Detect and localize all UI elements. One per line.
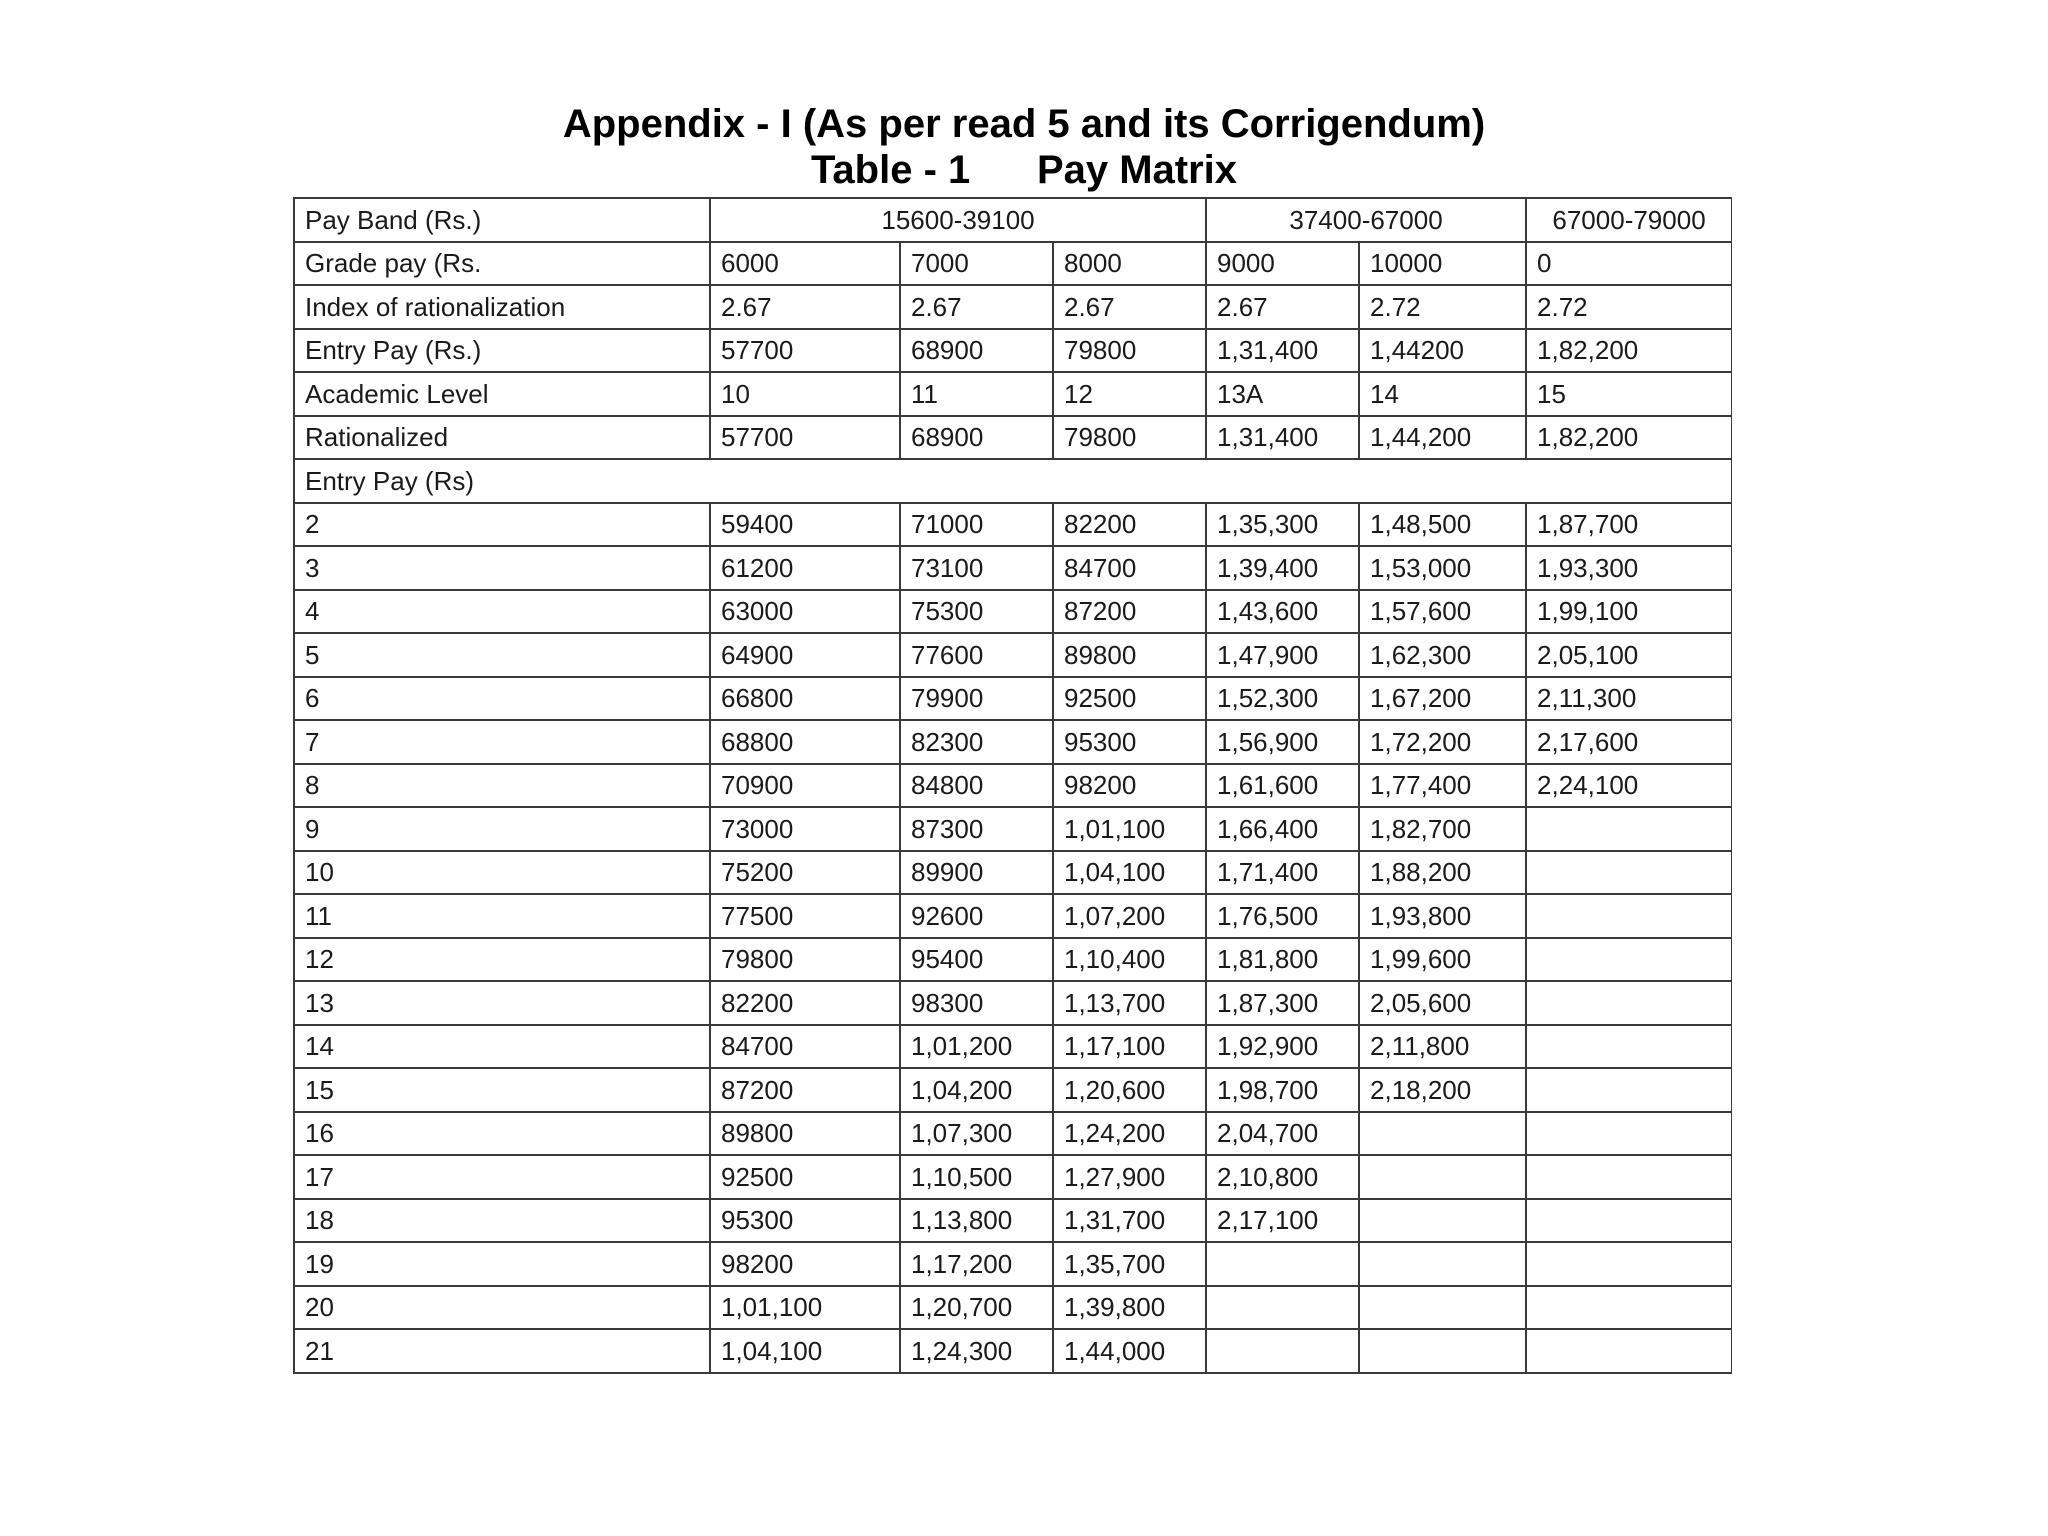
- table-row: [294, 329, 1732, 373]
- pay-band-row: [294, 198, 1732, 242]
- table-cell: [1206, 1286, 1359, 1330]
- table-cell: 1,81,800: [1206, 938, 1359, 982]
- table-cell: 1,53,000: [1359, 546, 1526, 590]
- table-cell: 1,17,100: [1053, 1025, 1206, 1069]
- pay-band-2: 37400-67000: [1206, 198, 1526, 242]
- table-row: [294, 285, 1732, 329]
- table-cell: [1359, 1286, 1526, 1330]
- row-label-cell: Grade pay (Rs.: [294, 242, 710, 286]
- table-cell: [1359, 1329, 1526, 1373]
- matrix-row: [294, 1286, 1732, 1330]
- table-cell: 1,35,300: [1206, 503, 1359, 547]
- table-cell: 1,66,400: [1206, 807, 1359, 851]
- table-cell: 1,44,000: [1053, 1329, 1206, 1373]
- table-cell: 1,31,400: [1206, 416, 1359, 460]
- table-row: [294, 372, 1732, 416]
- table-cell: 1,93,800: [1359, 894, 1526, 938]
- matrix-row: [294, 546, 1732, 590]
- table-cell: 87200: [710, 1068, 900, 1112]
- table-cell: 6000: [710, 242, 900, 286]
- table-cell: 14: [1359, 372, 1526, 416]
- row-label-cell: 15: [294, 1068, 710, 1112]
- table-cell: 13A: [1206, 372, 1359, 416]
- matrix-row: [294, 981, 1732, 1025]
- table-cell: 1,48,500: [1359, 503, 1526, 547]
- table-cell: 15: [1526, 372, 1732, 416]
- table-cell: 1,57,600: [1359, 590, 1526, 634]
- table-cell: 1,82,700: [1359, 807, 1526, 851]
- table-cell: [1359, 1112, 1526, 1156]
- table-cell: 1,87,300: [1206, 981, 1359, 1025]
- table-cell: 9000: [1206, 242, 1359, 286]
- table-cell: 84700: [710, 1025, 900, 1069]
- matrix-row: [294, 1112, 1732, 1156]
- table-cell: 57700: [710, 416, 900, 460]
- table-cell: 79900: [900, 677, 1053, 721]
- row-label-cell: Entry Pay (Rs.): [294, 329, 710, 373]
- entry-pay-section-row: [294, 459, 1732, 503]
- matrix-row: [294, 851, 1732, 895]
- table-cell: 1,92,900: [1206, 1025, 1359, 1069]
- table-cell: 73000: [710, 807, 900, 851]
- table-cell: 75300: [900, 590, 1053, 634]
- table-caption: [0, 145, 2048, 195]
- table-cell: 87300: [900, 807, 1053, 851]
- row-label-cell: 21: [294, 1329, 710, 1373]
- table-cell: 1,77,400: [1359, 764, 1526, 808]
- table-cell: 2,05,600: [1359, 981, 1526, 1025]
- row-label-cell: 6: [294, 677, 710, 721]
- table-cell: 2,11,300: [1526, 677, 1732, 721]
- row-label-cell: 19: [294, 1242, 710, 1286]
- table-cell: 57700: [710, 329, 900, 373]
- pay-matrix-table: [293, 197, 1732, 1374]
- table-cell: 92600: [900, 894, 1053, 938]
- table-cell: 82200: [1053, 503, 1206, 547]
- table-cell: [1526, 1112, 1732, 1156]
- table-cell: 1,04,200: [900, 1068, 1053, 1112]
- table-cell: 82200: [710, 981, 900, 1025]
- table-cell: 1,35,700: [1053, 1242, 1206, 1286]
- table-cell: 2,10,800: [1206, 1155, 1359, 1199]
- table-cell: 2,11,800: [1359, 1025, 1526, 1069]
- row-label-cell: 16: [294, 1112, 710, 1156]
- matrix-row: [294, 677, 1732, 721]
- table-cell: 2,04,700: [1206, 1112, 1359, 1156]
- table-cell: 1,47,900: [1206, 633, 1359, 677]
- table-cell: 0: [1526, 242, 1732, 286]
- table-cell: 2.67: [710, 285, 900, 329]
- matrix-row: [294, 1025, 1732, 1069]
- matrix-row: [294, 1199, 1732, 1243]
- table-cell: 89900: [900, 851, 1053, 895]
- pay-matrix-table-container: [293, 197, 1732, 1391]
- table-cell: 87200: [1053, 590, 1206, 634]
- table-cell: [1526, 1242, 1732, 1286]
- table-cell: 1,10,400: [1053, 938, 1206, 982]
- table-cell: [1526, 938, 1732, 982]
- row-label-cell: 14: [294, 1025, 710, 1069]
- row-label-cell: 8: [294, 764, 710, 808]
- table-cell: 1,39,400: [1206, 546, 1359, 590]
- table-cell: 66800: [710, 677, 900, 721]
- table-cell: 61200: [710, 546, 900, 590]
- table-cell: 2,17,100: [1206, 1199, 1359, 1243]
- table-cell: 1,13,800: [900, 1199, 1053, 1243]
- table-cell: 1,62,300: [1359, 633, 1526, 677]
- table-cell: 95400: [900, 938, 1053, 982]
- row-label-cell: 3: [294, 546, 710, 590]
- table-cell: 11: [900, 372, 1053, 416]
- table-cell: [1526, 1199, 1732, 1243]
- table-cell: [1526, 1329, 1732, 1373]
- matrix-row: [294, 1155, 1732, 1199]
- table-cell: 1,01,100: [1053, 807, 1206, 851]
- pay-band-1: 15600-39100: [710, 198, 1206, 242]
- table-cell: 10000: [1359, 242, 1526, 286]
- table-cell: 1,71,400: [1206, 851, 1359, 895]
- table-name: Pay Matrix: [1036, 148, 1238, 192]
- table-cell: 89800: [1053, 633, 1206, 677]
- table-cell: 1,13,700: [1053, 981, 1206, 1025]
- row-label-cell: 17: [294, 1155, 710, 1199]
- table-row: [294, 416, 1732, 460]
- table-cell: 1,01,200: [900, 1025, 1053, 1069]
- table-cell: 1,04,100: [710, 1329, 900, 1373]
- row-label-cell: Rationalized: [294, 416, 710, 460]
- matrix-row: [294, 590, 1732, 634]
- table-cell: 1,10,500: [900, 1155, 1053, 1199]
- table-cell: 1,04,100: [1053, 851, 1206, 895]
- table-cell: 79800: [1053, 416, 1206, 460]
- table-cell: 84800: [900, 764, 1053, 808]
- table-cell: 1,87,700: [1526, 503, 1732, 547]
- table-cell: 1,52,300: [1206, 677, 1359, 721]
- table-cell: 59400: [710, 503, 900, 547]
- table-cell: 1,76,500: [1206, 894, 1359, 938]
- table-cell: 1,99,100: [1526, 590, 1732, 634]
- table-cell: [1206, 1242, 1359, 1286]
- table-cell: 2.67: [900, 285, 1053, 329]
- table-row: [294, 242, 1732, 286]
- row-label-cell: 18: [294, 1199, 710, 1243]
- table-cell: [1206, 1329, 1359, 1373]
- table-cell: 75200: [710, 851, 900, 895]
- table-cell: 64900: [710, 633, 900, 677]
- table-cell: [1526, 1068, 1732, 1112]
- row-label-cell: 2: [294, 503, 710, 547]
- table-cell: 77500: [710, 894, 900, 938]
- row-label-cell: 9: [294, 807, 710, 851]
- table-cell: 98300: [900, 981, 1053, 1025]
- table-cell: 1,01,100: [710, 1286, 900, 1330]
- table-cell: 71000: [900, 503, 1053, 547]
- table-cell: 95300: [1053, 720, 1206, 764]
- table-cell: 8000: [1053, 242, 1206, 286]
- table-cell: 82300: [900, 720, 1053, 764]
- table-cell: 2.67: [1206, 285, 1359, 329]
- table-cell: 1,07,300: [900, 1112, 1053, 1156]
- row-label-cell: 13: [294, 981, 710, 1025]
- table-cell: 1,44200: [1359, 329, 1526, 373]
- table-cell: [1526, 1286, 1732, 1330]
- table-cell: 2,18,200: [1359, 1068, 1526, 1112]
- table-cell: 1,20,700: [900, 1286, 1053, 1330]
- entry-pay-section-label: Entry Pay (Rs): [294, 459, 1732, 503]
- table-cell: 79800: [1053, 329, 1206, 373]
- pay-matrix-body: [294, 198, 1732, 1373]
- row-label-cell: Academic Level: [294, 372, 710, 416]
- table-cell: [1526, 894, 1732, 938]
- table-cell: 63000: [710, 590, 900, 634]
- table-cell: 1,72,200: [1359, 720, 1526, 764]
- table-cell: 2.72: [1526, 285, 1732, 329]
- document-title: Appendix - I (As per read 5 and its Corrigendum): [562, 102, 1486, 146]
- table-cell: 1,82,200: [1526, 329, 1732, 373]
- row-label-cell: 11: [294, 894, 710, 938]
- table-cell: 2,05,100: [1526, 633, 1732, 677]
- table-cell: 1,56,900: [1206, 720, 1359, 764]
- table-cell: 98200: [710, 1242, 900, 1286]
- row-label-cell: 5: [294, 633, 710, 677]
- table-cell: 92500: [710, 1155, 900, 1199]
- table-cell: 68900: [900, 329, 1053, 373]
- table-cell: 77600: [900, 633, 1053, 677]
- table-cell: 79800: [710, 938, 900, 982]
- table-cell: [1526, 807, 1732, 851]
- table-cell: 1,24,200: [1053, 1112, 1206, 1156]
- matrix-row: [294, 764, 1732, 808]
- table-cell: 1,20,600: [1053, 1068, 1206, 1112]
- table-cell: 2.72: [1359, 285, 1526, 329]
- matrix-row: [294, 894, 1732, 938]
- row-label-cell: 7: [294, 720, 710, 764]
- table-cell: 1,88,200: [1359, 851, 1526, 895]
- table-cell: 73100: [900, 546, 1053, 590]
- matrix-row: [294, 720, 1732, 764]
- row-label-cell: 4: [294, 590, 710, 634]
- table-cell: 10: [710, 372, 900, 416]
- matrix-row: [294, 938, 1732, 982]
- table-cell: 1,44,200: [1359, 416, 1526, 460]
- pay-band-label: Pay Band (Rs.): [294, 198, 710, 242]
- table-cell: 1,31,400: [1206, 329, 1359, 373]
- pay-band-3: 67000-79000: [1526, 198, 1732, 242]
- table-cell: [1359, 1242, 1526, 1286]
- table-cell: 1,67,200: [1359, 677, 1526, 721]
- table-cell: [1526, 1025, 1732, 1069]
- table-cell: 7000: [900, 242, 1053, 286]
- table-cell: [1526, 1155, 1732, 1199]
- table-cell: [1359, 1199, 1526, 1243]
- table-cell: 1,82,200: [1526, 416, 1732, 460]
- table-cell: 1,07,200: [1053, 894, 1206, 938]
- table-cell: 92500: [1053, 677, 1206, 721]
- matrix-row: [294, 1329, 1732, 1373]
- table-cell: 1,98,700: [1206, 1068, 1359, 1112]
- table-cell: 12: [1053, 372, 1206, 416]
- table-cell: 89800: [710, 1112, 900, 1156]
- table-cell: 1,31,700: [1053, 1199, 1206, 1243]
- matrix-row: [294, 807, 1732, 851]
- matrix-row: [294, 1068, 1732, 1112]
- table-cell: 1,43,600: [1206, 590, 1359, 634]
- table-cell: 84700: [1053, 546, 1206, 590]
- table-cell: 1,99,600: [1359, 938, 1526, 982]
- table-cell: 1,39,800: [1053, 1286, 1206, 1330]
- table-cell: 2,24,100: [1526, 764, 1732, 808]
- table-cell: 98200: [1053, 764, 1206, 808]
- matrix-row: [294, 503, 1732, 547]
- table-cell: [1359, 1155, 1526, 1199]
- row-label-cell: Index of rationalization: [294, 285, 710, 329]
- table-cell: 2.67: [1053, 285, 1206, 329]
- table-cell: 1,17,200: [900, 1242, 1053, 1286]
- table-cell: 68800: [710, 720, 900, 764]
- row-label-cell: 12: [294, 938, 710, 982]
- matrix-row: [294, 1242, 1732, 1286]
- table-cell: [1526, 851, 1732, 895]
- row-label-cell: 20: [294, 1286, 710, 1330]
- table-cell: 2,17,600: [1526, 720, 1732, 764]
- table-cell: [1526, 981, 1732, 1025]
- table-cell: 70900: [710, 764, 900, 808]
- table-cell: 1,27,900: [1053, 1155, 1206, 1199]
- matrix-row: [294, 633, 1732, 677]
- table-cell: 68900: [900, 416, 1053, 460]
- table-cell: 1,61,600: [1206, 764, 1359, 808]
- table-cell: 1,24,300: [900, 1329, 1053, 1373]
- table-cell: 1,93,300: [1526, 546, 1732, 590]
- table-label: Table - 1: [810, 148, 971, 192]
- row-label-cell: 10: [294, 851, 710, 895]
- table-cell: 95300: [710, 1199, 900, 1243]
